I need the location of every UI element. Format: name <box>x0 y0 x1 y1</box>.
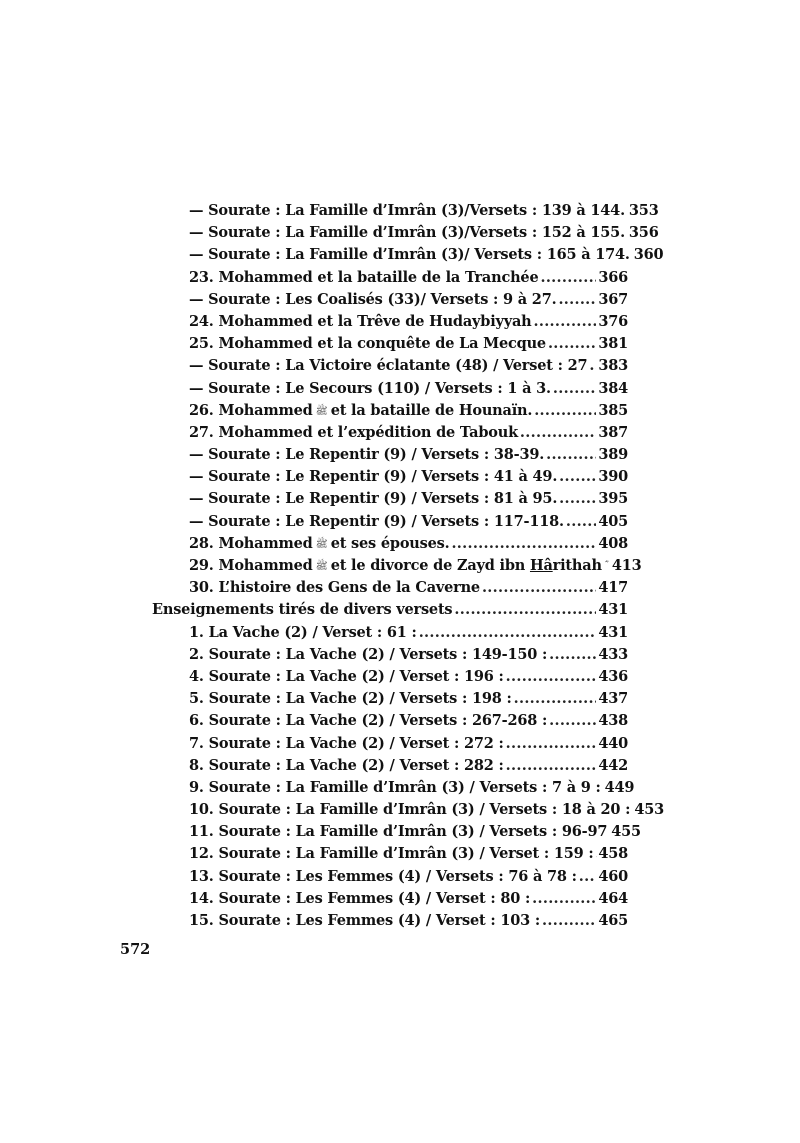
toc-entry-title-text: — Sourate : La Famille d’Imrân (3)/Versets : 139 à 144. <box>189 202 625 219</box>
toc-entry <box>152 666 628 688</box>
toc-entry <box>152 355 628 377</box>
toc-entry-title-text: Enseignements tirés de divers versets <box>152 601 453 619</box>
toc-entry-page: 460 <box>598 867 628 885</box>
toc-entry-title <box>189 333 546 355</box>
toc-leader-dots <box>589 355 596 377</box>
toc-entry-title-text: et le divorce de Zayd ibn <box>330 557 530 574</box>
toc-entry <box>152 710 628 732</box>
toc-entry <box>152 799 664 821</box>
toc-entry <box>152 910 628 932</box>
toc-entry-page: 437 <box>598 690 628 708</box>
toc-leader-dots <box>566 511 596 533</box>
toc-entry-title <box>189 200 625 222</box>
toc-entry-title <box>189 289 556 311</box>
toc-entry-title-text: — Sourate : Le Repentir (9) / Versets : 117-118. <box>189 512 564 530</box>
toc-entry-title-text: — Sourate : La Famille d’Imrân (3)/ Versets : 165 à 174. <box>189 246 630 264</box>
toc-entry <box>152 466 628 488</box>
toc-entry-page: 383 <box>598 357 628 375</box>
toc-entry-title <box>189 311 532 333</box>
toc-entry-page: 440 <box>598 734 628 752</box>
toc-entry-title <box>189 400 532 423</box>
toc-entry-title <box>189 222 625 244</box>
toc-leader-dots <box>419 622 597 644</box>
table-of-contents <box>152 200 664 932</box>
toc-entry-title-text: rithah <box>552 557 602 574</box>
toc-entry <box>152 843 628 865</box>
toc-entry <box>152 622 628 644</box>
toc-entry-title <box>189 378 551 400</box>
toc-entry <box>152 555 642 577</box>
toc-entry-page: 385 <box>598 401 628 419</box>
toc-leader-dots <box>558 289 596 311</box>
toc-entry-title <box>189 888 530 910</box>
toc-leader-dots <box>559 488 596 510</box>
toc-entry-title-text: — Sourate : Le Repentir (9) / Versets : 81 à 95. <box>189 490 558 508</box>
toc-entry-title <box>189 733 504 755</box>
toc-entry <box>152 733 628 755</box>
toc-entry-page: 449 <box>604 778 635 796</box>
toc-entry-title <box>189 821 607 843</box>
toc-entry-title-text: et ses épouses. <box>330 534 450 552</box>
toc-entry <box>152 777 635 799</box>
toc-leader-dots <box>553 378 596 400</box>
toc-entry-title-text: 9. Sourate : La Famille d’Imrân (3) / Versets : 7 à 9 : <box>189 778 601 796</box>
toc-entry-title-text: 8. Sourate : La Vache (2) / Verset : 282 : <box>189 756 504 774</box>
toc-leader-dots <box>532 888 596 910</box>
toc-entry <box>152 333 628 355</box>
toc-entry <box>152 200 659 222</box>
toc-entry <box>152 533 628 555</box>
toc-entry-title <box>189 866 577 888</box>
toc-entry-page: 455 <box>611 823 641 841</box>
toc-entry-title-text: 23. Mohammed et la bataille de la Tranchée <box>189 268 539 286</box>
toc-leader-dots <box>534 311 597 333</box>
toc-entry-title-text: 29. Mohammed <box>189 557 313 574</box>
toc-entry-page: 438 <box>598 712 628 730</box>
toc-entry-title-text: — Sourate : Les Coalisés (33)/ Versets : 9 à 27. <box>189 290 557 308</box>
toc-entry-title <box>189 555 608 578</box>
toc-entry <box>152 311 628 333</box>
toc-entry-page: 431 <box>598 601 628 619</box>
toc-leader-dots <box>451 533 596 555</box>
toc-entry-page: 381 <box>598 335 628 353</box>
toc-entry-page: 417 <box>598 579 628 597</box>
toc-entry-title <box>189 843 594 865</box>
page-number: 572 <box>120 941 151 958</box>
toc-entry-title <box>189 533 449 556</box>
toc-entry <box>152 267 628 289</box>
toc-leader-dots <box>506 755 597 777</box>
toc-entry-page: 408 <box>598 534 628 552</box>
toc-entry-page: 376 <box>598 312 628 330</box>
toc-entry <box>152 866 628 888</box>
toc-entry-page: 465 <box>598 912 628 929</box>
toc-entry-page: 366 <box>598 268 628 286</box>
toc-entry-title <box>189 710 547 732</box>
toc-entry-title-text: 27. Mohammed et l’expédition de Tabouk <box>189 423 518 441</box>
toc-entry-title <box>189 644 547 666</box>
toc-entry-page: 436 <box>598 667 628 685</box>
toc-entry <box>152 289 628 311</box>
toc-entry-title <box>189 755 504 777</box>
toc-entry-page: 413 <box>611 557 642 574</box>
toc-entry <box>152 821 641 843</box>
toc-entry <box>152 755 628 777</box>
toc-entry-title-text: 15. Sourate : Les Femmes (4) / Verset : 103 : <box>189 912 541 929</box>
toc-entry <box>152 444 628 466</box>
toc-entry-title <box>189 577 480 599</box>
toc-leader-dots <box>549 644 596 666</box>
toc-leader-dots <box>534 400 596 422</box>
toc-leader-dots <box>520 422 596 444</box>
toc-entry-title-text: — Sourate : La Famille d’Imrân (3)/Versets : 152 à 155. <box>189 224 625 242</box>
toc-leader-dots <box>482 577 596 599</box>
toc-entry <box>152 577 628 599</box>
toc-entry-title-text: 14. Sourate : Les Femmes (4) / Verset : 80 : <box>189 889 531 907</box>
toc-entry-page: 384 <box>598 379 628 397</box>
toc-entry <box>152 422 628 444</box>
toc-leader-dots <box>454 599 596 621</box>
toc-leader-dots <box>540 267 596 289</box>
toc-leader-dots <box>548 333 596 355</box>
toc-entry-title-text: 25. Mohammed et la conquête de La Mecque <box>189 335 546 353</box>
toc-entry-title <box>189 244 630 266</box>
toc-entry-title <box>189 910 540 932</box>
toc-entry-title-text: et la bataille de Hounaïn. <box>330 401 533 419</box>
toc-entry-page: 431 <box>598 623 628 641</box>
toc-entry-page: 453 <box>634 801 664 819</box>
toc-entry-page: 395 <box>598 490 628 508</box>
salawat-glyph-icon: ﷺ <box>315 561 328 572</box>
toc-entry-page: 433 <box>598 645 628 663</box>
toc-entry <box>152 511 628 533</box>
toc-entry-page: 353 <box>628 202 659 219</box>
toc-leader-dots <box>596 843 597 865</box>
toc-entry-page: 389 <box>598 446 628 464</box>
toc-entry-page: 356 <box>628 224 659 242</box>
toc-leader-dots <box>506 733 597 755</box>
toc-entry-title-text: 30. L’histoire des Gens de la Caverne <box>189 579 480 597</box>
toc-entry-title-text: 26. Mohammed <box>189 401 313 419</box>
toc-entry <box>152 888 628 910</box>
toc-section-entry <box>152 599 628 621</box>
toc-entry <box>152 378 628 400</box>
toc-entry-title <box>189 466 557 488</box>
toc-entry-title-text: 28. Mohammed <box>189 534 313 552</box>
toc-entry-title-text: 13. Sourate : Les Femmes (4) / Versets : 76 à 78 : <box>189 867 577 885</box>
toc-entry-title <box>189 777 601 799</box>
toc-leader-dots <box>514 688 597 710</box>
toc-entry-title-text: 11. Sourate : La Famille d’Imrân (3) / Versets : 96-97 <box>189 823 608 841</box>
toc-entry-page: 405 <box>598 512 628 530</box>
toc-entry-title-text: 4. Sourate : La Vache (2) / Verset : 196 : <box>189 667 504 685</box>
toc-entry-title-text: 10. Sourate : La Famille d’Imrân (3) / Versets : 18 à 20 : <box>189 801 631 819</box>
toc-entry-title <box>189 355 587 377</box>
toc-entry <box>152 400 628 422</box>
toc-entry-page: 390 <box>598 468 628 486</box>
toc-entry-title <box>189 444 544 466</box>
toc-entry-title <box>189 511 564 533</box>
salawat-glyph-icon: ﷺ <box>315 538 328 550</box>
salawat-glyph-icon: ﷺ <box>315 405 328 417</box>
toc-entry-page: 464 <box>598 889 628 907</box>
toc-entry-title-underlined: Hâ <box>529 557 553 574</box>
toc-entry-title <box>189 799 630 821</box>
toc-leader-dots <box>546 444 596 466</box>
toc-entry-title-text: 12. Sourate : La Famille d’Imrân (3) / Verset : 159 : <box>189 845 594 863</box>
toc-entry-page: 458 <box>598 845 628 863</box>
toc-entry-page: 360 <box>633 246 664 264</box>
toc-entry-title <box>189 488 557 510</box>
toc-entry-title-text: — Sourate : Le Repentir (9) / Versets : 38-39. <box>189 446 545 464</box>
toc-leader-dots <box>549 710 596 732</box>
toc-entry <box>152 244 664 266</box>
toc-leader-dots <box>579 866 597 888</box>
toc-entry <box>152 222 659 244</box>
toc-leader-dots <box>506 666 597 688</box>
toc-entry-title-text: 6. Sourate : La Vache (2) / Versets : 267-268 : <box>189 712 548 730</box>
toc-entry-title-text: — Sourate : Le Repentir (9) / Versets : 41 à 49. <box>189 468 558 486</box>
toc-entry-title <box>189 622 417 644</box>
toc-entry-title-text: 5. Sourate : La Vache (2) / Versets : 198 : <box>189 690 512 708</box>
toc-entry-title <box>189 267 538 289</box>
toc-entry-title-text: 7. Sourate : La Vache (2) / Verset : 272 : <box>189 734 504 752</box>
toc-entry-page: 367 <box>598 290 628 308</box>
toc-entry-title <box>189 666 504 688</box>
toc-entry <box>152 688 628 710</box>
toc-entry-title-text: 1. La Vache (2) / Verset : 61 : <box>189 623 417 641</box>
toc-entry-title <box>189 688 512 710</box>
toc-entry-page: 442 <box>598 756 628 774</box>
toc-entry-title <box>189 422 518 444</box>
toc-entry <box>152 644 628 666</box>
toc-entry-title <box>152 599 452 621</box>
toc-leader-dots <box>542 910 596 932</box>
toc-entry-title-text: — Sourate : La Victoire éclatante (48) / Verset : 27 <box>189 357 588 375</box>
toc-entry-page: 387 <box>598 423 628 441</box>
toc-entry-title-text: 2. Sourate : La Vache (2) / Versets : 149-150 : <box>189 645 548 663</box>
toc-entry <box>152 488 628 510</box>
toc-entry-title-text: — Sourate : Le Secours (110) / Versets : 1 à 3. <box>189 379 551 397</box>
toc-entry-title-text: 24. Mohammed et la Trêve de Hudaybiyyah <box>189 312 532 330</box>
toc-leader-dots <box>559 466 596 488</box>
